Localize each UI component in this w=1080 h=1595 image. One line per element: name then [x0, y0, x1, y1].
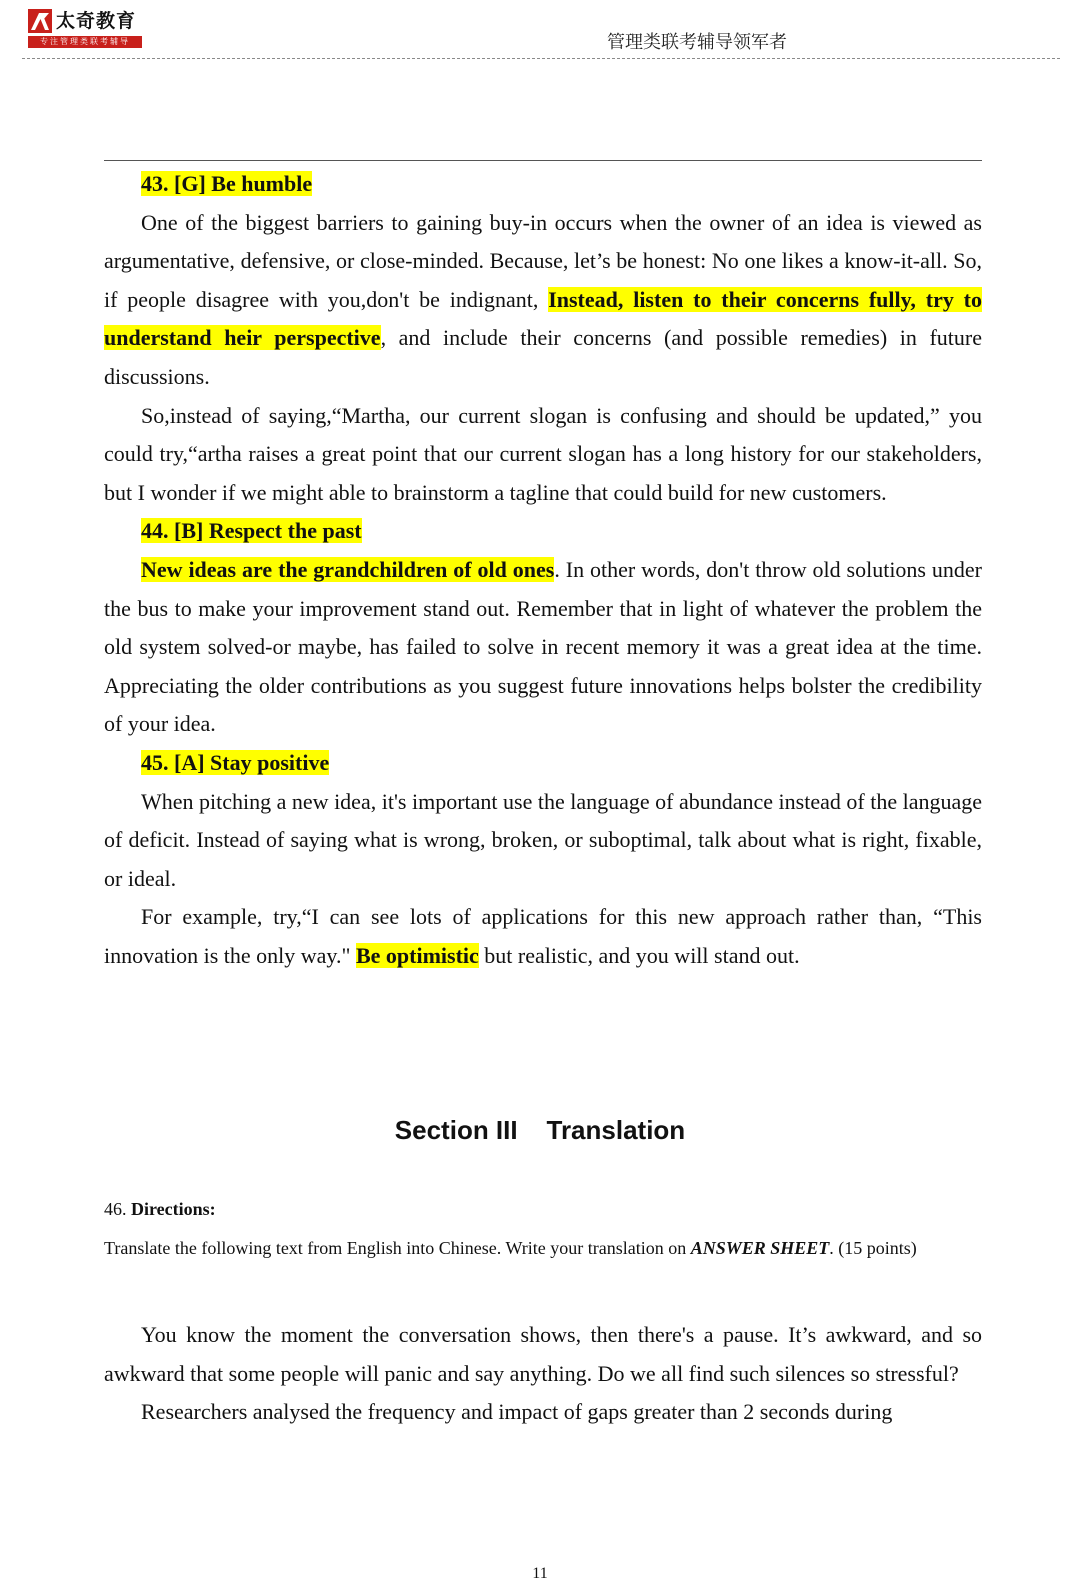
question-45-paragraph-2: For example, try,“I can see lots of applications for this new approach rather than, “This innovation is the only way." Be optimistic but realistic, and you will stand out.	[104, 904, 982, 968]
highlighted-phrase: Instead, listen to their concerns fully, try to understand heir perspective	[104, 286, 982, 351]
question-43-paragraph-2: So,instead of saying,“Martha, our current slogan is confusing and should be updated,” you could try,“artha raises a great point that our current slogan has a long history for our stakeholders, but I wonder if we might able to brainstorm a tagline that could build for new customers.	[104, 402, 982, 505]
page-header	[0, 0, 1080, 60]
section-title: Section III Translation	[394, 1115, 686, 1145]
header-slogan: 管理类联考辅导领军者	[607, 32, 787, 53]
question-46-label: 46. Directions:	[104, 1199, 216, 1219]
logo-mark-icon	[28, 9, 52, 33]
question-43-heading: 43. [G] Be humble	[141, 171, 313, 196]
brand-logo	[28, 9, 144, 47]
highlighted-phrase: Be optimistic	[355, 942, 479, 968]
question-45-paragraph-1: When pitching a new idea, it's important use the language of abundance instead of the language of deficit. Instead of saying what is wrong, broken, or suboptimal, talk about what is right, fixable, or ideal.	[104, 788, 982, 891]
question-44-paragraph-1: New ideas are the grandchildren of old ones. In other words, don't throw old solutions under the bus to make your improvement stand out. Remember that in light of whatever the problem the old system solved-or maybe, has failed to solve in recent memory it was a great idea at the time. Appreciating the older contributions as you suggest future innovations helps bolster the credibility of your idea.	[104, 556, 982, 737]
question-45-heading: 45. [A] Stay positive	[141, 749, 330, 775]
question-44-heading: 44. [B] Respect the past	[141, 518, 362, 544]
translation-passage	[104, 1316, 982, 1432]
translation-paragraph-2: Researchers analysed the frequency and impact of gaps greater than 2 seconds during	[141, 1399, 893, 1425]
header-divider	[22, 58, 1060, 59]
section-divider	[104, 160, 982, 161]
question-43-paragraph-1: One of the biggest barriers to gaining buy-in occurs when the owner of an idea is viewed as argumentative, defensive, or close-minded. Because, let’s be honest: No one likes a know-it-all. So, if people disagree with you,don't be indignant, Instead, listen to their concerns fully, try to understand heir perspective, and include their concerns (and possible remedies) in future discussions.	[104, 209, 982, 389]
answer-explanations	[104, 165, 982, 975]
logo-subtitle: 专注管理类联考辅导	[28, 36, 142, 48]
highlighted-phrase: New ideas are the grandchildren of old ones	[141, 556, 555, 582]
directions-text: Translate the following text from English into Chinese. Write your translation on ANSWER SHEET. (15 points)	[104, 1238, 917, 1258]
page-number: 11	[532, 1565, 548, 1582]
translation-paragraph-1: You know the moment the conversation shows, then there's a pause. It’s awkward, and so awkward that some people will panic and say anything. Do we all find such silences so stressful?	[104, 1322, 982, 1386]
logo-text: 太奇教育	[56, 10, 137, 32]
translation-directions	[104, 1190, 982, 1268]
